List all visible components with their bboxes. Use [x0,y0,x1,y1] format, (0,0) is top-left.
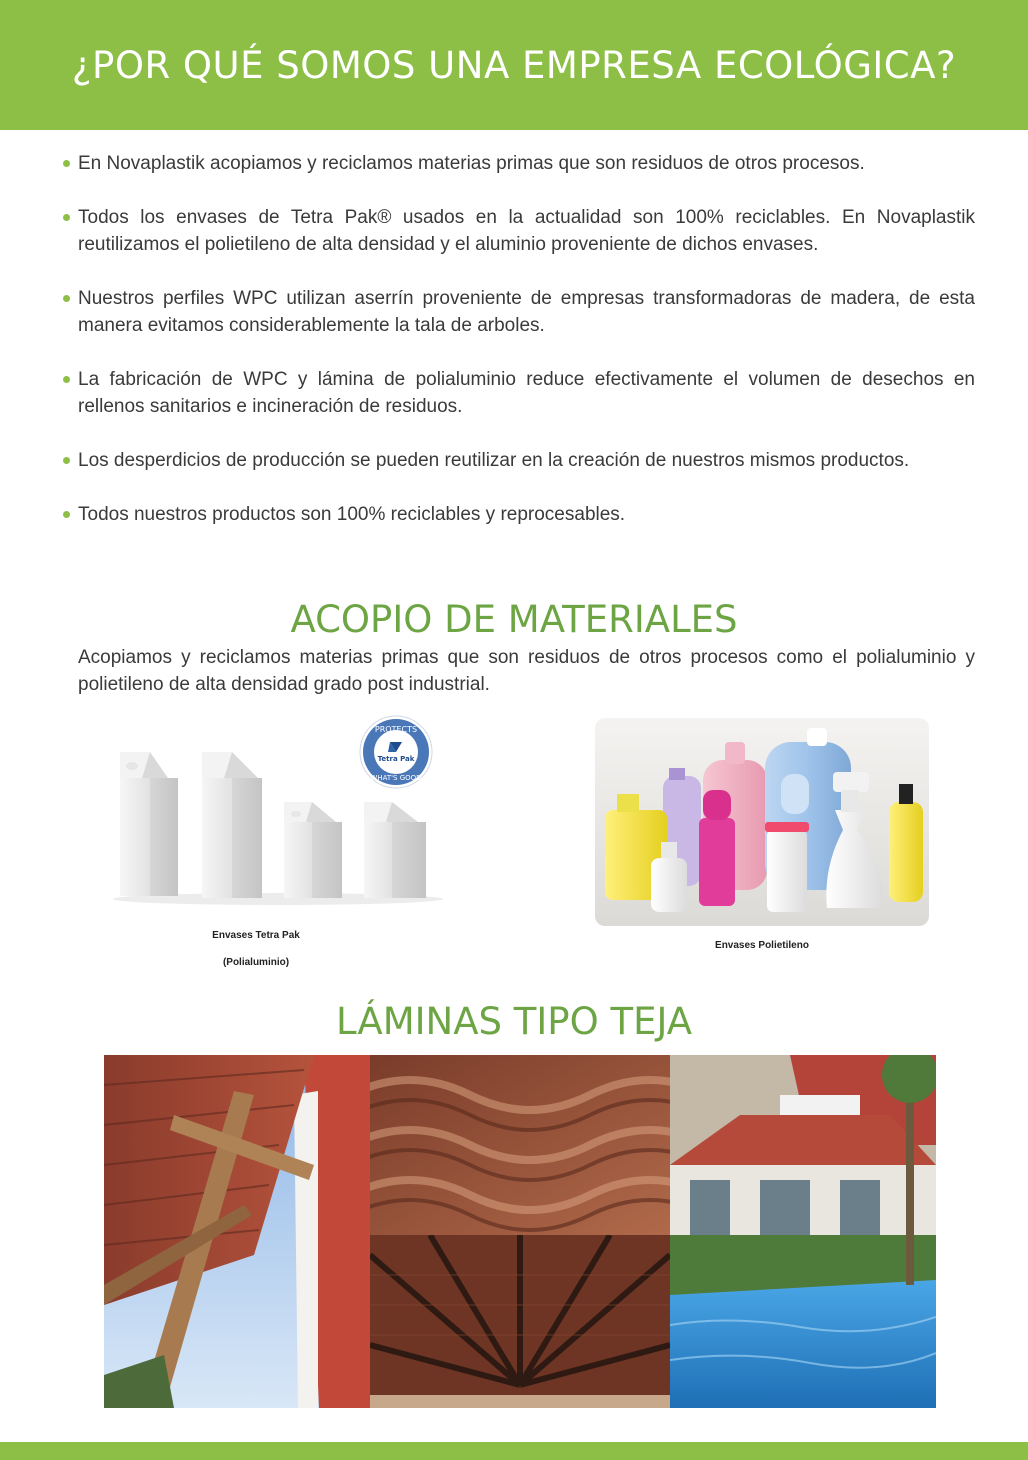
page-title: ¿POR QUÉ SOMOS UNA EMPRESA ECOLÓGICA? [71,43,957,87]
tetrapak-logo-icon [358,714,434,790]
list-item-text: Los desperdicios de producción se pueden reutilizar en la creación de nuestros mismos productos. [78,450,910,471]
badge-top-text: PROTECTS [374,725,418,734]
list-item-text: La fabricación de WPC y lámina de polialuminio reduce efectivamente el volumen de desechos en rellenos sanitarios e incineración de residuos. [78,369,975,417]
bullet-dot-icon [63,457,70,464]
bullet-dot-icon [63,214,70,221]
bullet-dot-icon [63,376,70,383]
bullet-dot-icon [63,160,70,167]
list-item-text: En Novaplastik acopiamos y reciclamos materias primas que son residuos de otros procesos. [78,153,865,174]
acopio-text: Acopiamos y reciclamos materias primas que son residuos de otros procesos como el polialuminio y polietileno de alta densidad grado post industrial. [78,647,975,695]
page-header [0,0,1028,130]
polyethylene-bottles-image [595,718,929,926]
list-item [60,501,975,528]
list-item [60,204,975,258]
eco-reasons-list [60,150,975,555]
polietileno-caption: Envases Polietileno [715,940,809,951]
house-pool-photo [670,1055,936,1408]
list-item [60,285,975,339]
list-item [60,150,975,177]
laminas-title: LÁMINAS TIPO TEJA [335,1000,693,1043]
badge-brand-text: Tetra Pak [377,755,415,763]
list-item-text: Nuestros perfiles WPC utilizan aserrín proveniente de empresas transformadoras de madera, de esta manera evitamos considerablemente la tala de arboles. [78,288,975,336]
list-item-text: Todos los envases de Tetra Pak® usados en la actualidad son 100% reciclables. En Novaplastik reutilizamos el polietileno de alta densidad y el aluminio proveniente de dichos envases. [78,207,975,255]
bullet-dot-icon [63,295,70,302]
acopio-title: ACOPIO DE MATERIALES [290,598,738,641]
roof-tiles-photo-grid [104,1055,936,1408]
gazebo-ceiling-photo [370,1235,670,1408]
bullet-dot-icon [63,511,70,518]
list-item-text: Todos nuestros productos son 100% reciclables y reprocesables. [78,504,626,525]
footer-bar [0,1442,1028,1460]
badge-bottom-text: WHAT'S GOOD [370,774,422,782]
veranda-roof-photo [104,1055,370,1408]
list-item [60,366,975,420]
list-item [60,447,975,474]
tetrapak-caption-line2: (Polialuminio) [222,957,290,968]
tetrapak-caption [176,922,336,976]
roof-tiles-closeup-photo [370,1055,670,1235]
tetrapak-caption-line1: Envases Tetra Pak [212,930,300,941]
